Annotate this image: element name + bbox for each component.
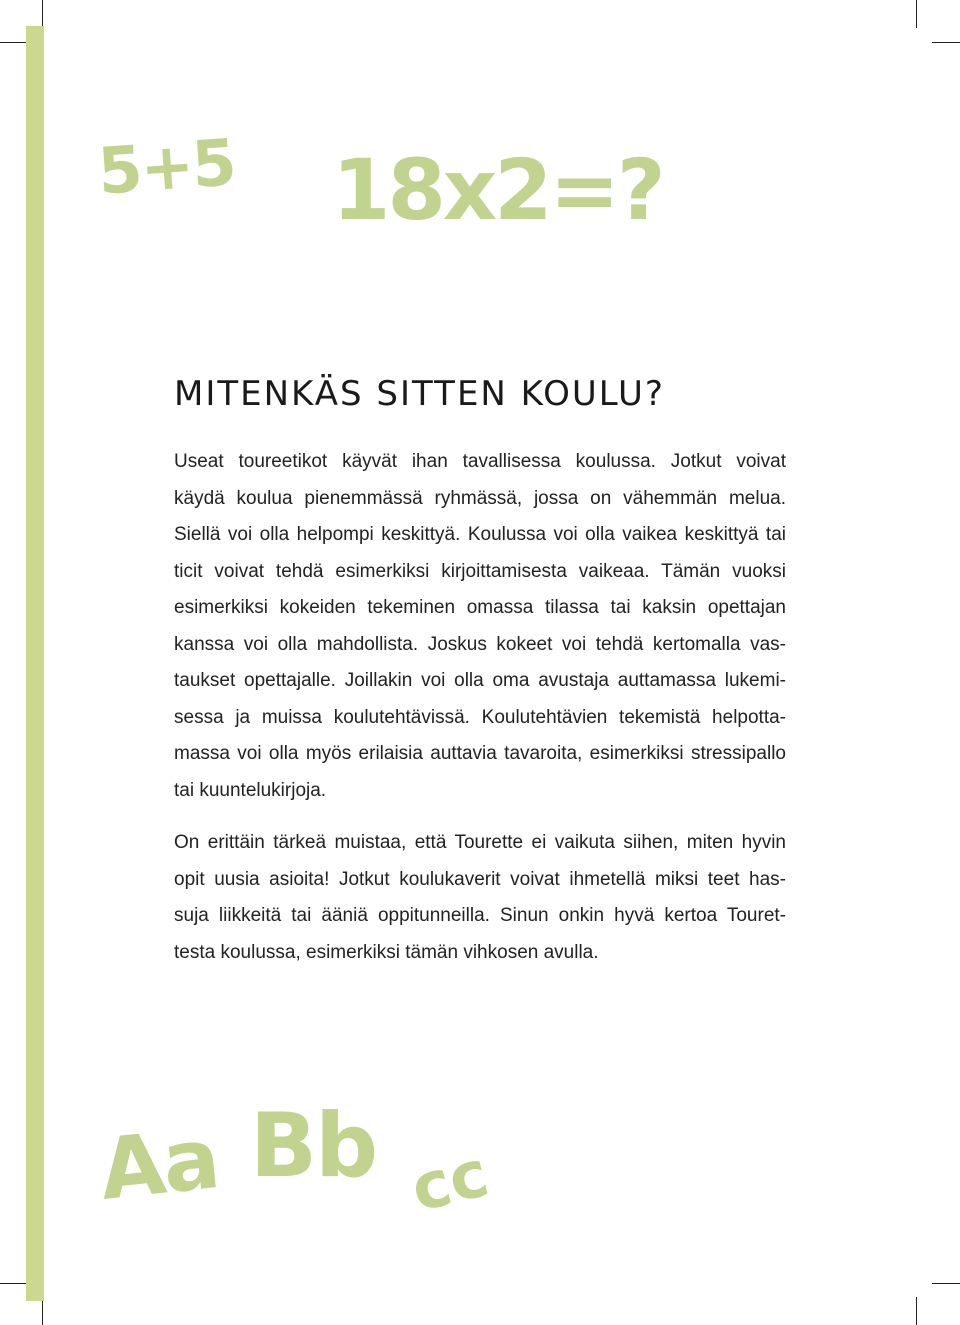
text-line: testa koulussa, esimerkiksi tämän vihkosen avulla.	[174, 941, 599, 963]
doodle-sum: 5+5	[95, 126, 238, 210]
text-line: sessa ja muissa koulutehtävissä. Koulutehtävien tekemistä helpotta-	[174, 706, 786, 728]
text-line: Useat toureetikot käyvät ihan tavallisessa koulussa. Jotkut voivat	[174, 451, 786, 472]
text-line: Siellä voi olla helpompi keskittyä. Koulussa voi olla vaikea keskittyä tai	[174, 524, 786, 545]
text-line: opit uusia asioita! Jotkut koulukaverit voivat ihmetellä miksi teet has-	[174, 868, 786, 890]
page-title: MITENKÄS SITTEN KOULU?	[174, 374, 665, 414]
text-line: suja liikkeitä tai ääniä oppitunneilla. Sinun onkin hyvä kertoa Touret-	[174, 905, 786, 926]
body-text	[174, 444, 786, 987]
paragraph	[174, 444, 786, 809]
crop-mark-top-right	[932, 42, 960, 43]
text-line: taukset opettajalle. Joillakin voi olla oma avustaja auttamassa lukemi-	[174, 670, 786, 691]
doodle-letters-a: Aa	[95, 1109, 223, 1219]
crop-mark-top-right-v	[916, 0, 917, 28]
crop-mark-bottom-left-v	[42, 1297, 43, 1325]
paragraph	[174, 825, 786, 971]
crop-mark-bottom-left	[0, 1283, 28, 1284]
text-line: esimerkiksi kokeiden tekeminen omassa tilassa tai kaksin opettajan	[174, 597, 786, 618]
doodle-letters-b: Bb	[250, 1094, 377, 1197]
text-line: ticit voivat tehdä esimerkiksi kirjoittamisesta vaikeaa. Tämän vuoksi	[174, 560, 786, 582]
text-line: kanssa voi olla mahdollista. Joskus kokeet voi tehdä kertomalla vas-	[174, 633, 786, 655]
doodle-letters-c: cc	[404, 1136, 496, 1228]
doodle-product: 18x2=?	[332, 141, 663, 239]
text-line: On erittäin tärkeä muistaa, että Tourette ei vaikuta siihen, miten hyvin	[174, 832, 786, 853]
left-green-bar	[26, 26, 44, 1301]
text-line: käydä koulua pienemmässä ryhmässä, jossa on vähemmän melua.	[174, 487, 786, 509]
crop-mark-bottom-right	[932, 1283, 960, 1284]
crop-mark-top-left	[0, 42, 28, 43]
crop-mark-top-left-v	[42, 0, 43, 28]
text-line: tai kuuntelukirjoja.	[174, 779, 327, 801]
crop-mark-bottom-right-v	[916, 1297, 917, 1325]
text-line: massa voi olla myös erilaisia auttavia tavaroita, esimerkiksi stressipallo	[174, 743, 786, 764]
